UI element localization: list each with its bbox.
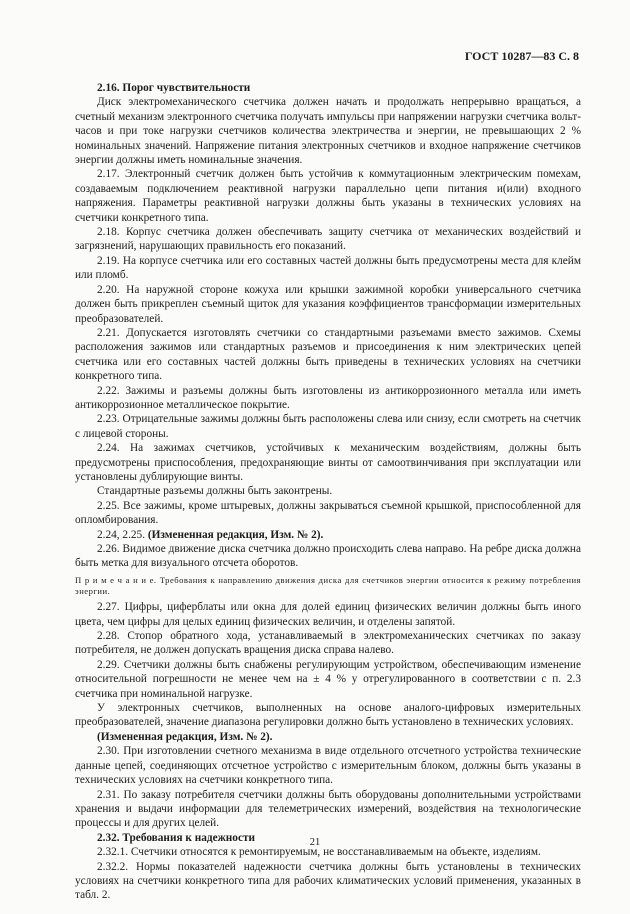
- amendment-note: (Измененная редакция, Изм. № 2).: [147, 528, 324, 541]
- paragraph: 2.20. На наружной стороне кожуха или крышки зажимной коробки универсального счетчика должен быть прикреплен съемный щиток для указания коэффициентов трансформации измерительных преобразователей.: [75, 283, 581, 325]
- paragraph: 2.32.1. Счетчики относятся к ремонтируемым, не восстанавливаемым на объекте, изделиям.: [97, 846, 541, 859]
- note-paragraph: П р и м е ч а н и е. Требования к направлению движения диска для счетчиков энергии относится к режиму потребления энергии.: [75, 574, 581, 597]
- paragraph: 2.19. На корпусе счетчика или его составных частей должны быть предусмотрены места для клейм или пломб.: [75, 254, 581, 282]
- paragraph: 2.25. Все зажимы, кроме штыревых, должны закрываться съемной крышкой, приспособленной для опломбирования.: [75, 499, 581, 527]
- paragraph: 2.17. Электронный счетчик должен быть устойчив к коммутационным электрическим помехам, создаваемым подключением реактивной нагрузки параллельно цепи питания и(или) входного напряжения. Параметры реактивной нагрузки должны быть указаны в технических условиях на счетчики конкретного типа.: [75, 168, 581, 224]
- page-number: 21: [309, 837, 321, 848]
- paragraph: 2.22. Зажимы и разъемы должны быть изготовлены из антикоррозионного металла или иметь антикоррозионное металлическое покрытие.: [75, 384, 581, 411]
- paragraph: 2.27. Цифры, циферблаты или окна для долей единиц физических величин должны быть иного цвета, чем цифры для целых единиц физических величин, и отделены запятой.: [75, 601, 581, 628]
- amendment-note: (Измененная редакция, Изм. № 2).: [97, 730, 273, 743]
- paragraph: 2.31. По заказу потребителя счетчики должны быть оборудованы дополнительными устройствами хранения и выдачи информации для телеметрических измерений, воздействия на технологические процессы и для других целей.: [75, 788, 581, 830]
- paragraph: 2.23. Отрицательные зажимы должны быть расположены слева или снизу, если смотреть на счетчик с лицевой стороны.: [75, 413, 581, 440]
- paragraph: Диск электромеханического счетчика должен начать и продолжать непрерывно вращаться, а счетный механизм электронного счетчика получать импульсы при напряжении нагрузки счетчика вольт-часов и при токе нагрузки счетчиков количества электричества и энергии, не превышающих 2 % номинальных значений. Напряжение питания электронных счетчиков и входное напряжение счетчиков энергии должны иметь номинальные значения.: [75, 96, 581, 167]
- section-title: 2.16. Порог чувствительности: [97, 82, 251, 94]
- document-body: [75, 81, 581, 903]
- paragraph: 2.24. На зажимах счетчиков, устойчивых к механическим воздействиям, должны быть предусмотрены приспособления, предохраняющие винты от самоотвинчивания при эксплуатации или установлены дублирующие винты.: [75, 442, 581, 483]
- paragraph: 2.29. Счетчики должны быть снабжены регулирующим устройством, обеспечивающим изменение относительной погрешности не менее чем на ± 4 % у отрегулированного в соответствии с п. 2.3 счетчика при номинальной нагрузке.: [75, 658, 581, 700]
- page-header: ГОСТ 10287—83 С. 8: [464, 49, 579, 63]
- paragraph: 2.28. Стопор обратного хода, устанавливаемый в электромеханических счетчиках по заказу потребителя, не должен допускать вращения диска справа налево.: [75, 630, 581, 657]
- paragraph: 2.32.2. Нормы показателей надежности счетчика должны быть установлены в технических условиях на счетчики конкретного типа для рабочих климатических условий применения, указанных в табл. 2.: [75, 860, 581, 902]
- amendment-paragraph: [75, 528, 581, 542]
- paragraph: 2.21. Допускается изготовлять счетчики со стандартными разъемами вместо зажимов. Схемы расположения зажимов или стандартных разъемов и присоединения к ним электрических цепей счетчика или его составных частей должны быть приведены в технических условиях на счетчики конкретного типа.: [75, 326, 581, 383]
- clause-ref: 2.24, 2.25.: [97, 528, 148, 541]
- section-title: 2.32. Требования к надежности: [97, 831, 256, 844]
- paragraph: 2.30. При изготовлении счетного механизма в виде отдельного отсчетного устройства технические данные цепей, соединяющих отсчетное устройство с измерительным блоком, должны быть указаны в технических условиях на счетчики конкретного типа.: [75, 745, 581, 787]
- paragraph: Стандартные разъемы должны быть законтрены.: [97, 485, 333, 498]
- paragraph: 2.26. Видимое движение диска счетчика должно происходить слева направо. На ребре диска должна быть метка для визуального отсчета оборотов.: [75, 543, 581, 570]
- paragraph: 2.18. Корпус счетчика должен обеспечивать защиту счетчика от механических воздействий и загрязнений, нарушающих правильность его показаний.: [75, 226, 581, 253]
- paragraph: У электронных счетчиков, выполненных на основе аналого-цифровых измерительных преобразователей, значение диапазона регулировки должно быть установлено в технических условиях.: [75, 702, 581, 729]
